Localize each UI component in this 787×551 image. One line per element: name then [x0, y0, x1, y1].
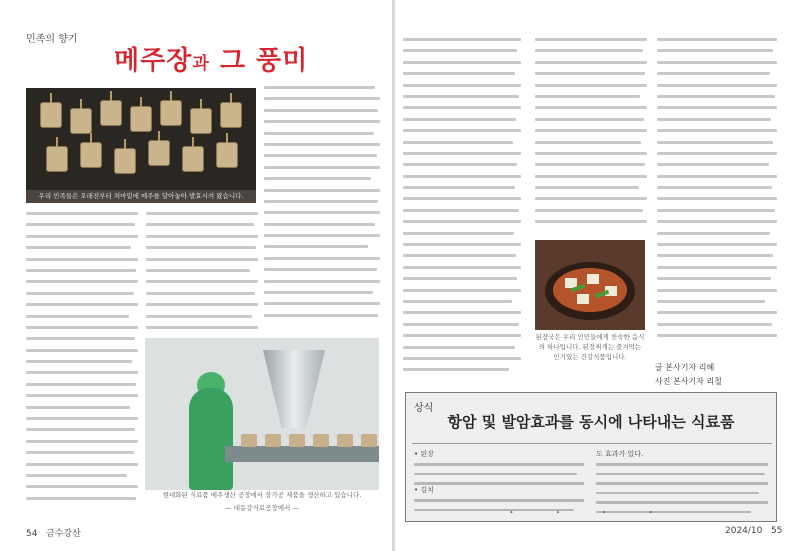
left-page [0, 0, 392, 551]
page-number: 55 [770, 526, 783, 536]
box-item-heading: • 된장 [414, 450, 434, 458]
box-text-column [414, 463, 584, 492]
body-text-column [403, 38, 521, 380]
page-footer-left [26, 526, 81, 539]
article-headline [114, 40, 308, 77]
factory-worker-photo [145, 338, 379, 490]
issue-date: 2024/10 [725, 526, 763, 536]
page-number: 54 [26, 529, 38, 539]
photo-caption-top: 우리 민족들은 오래전부터 처마밑에 메주를 달아놓아 발효시켜 왔습니다. [26, 190, 256, 203]
doenjang-stew-photo [535, 240, 645, 330]
photo-caption-bottom: 현대화된 식료품 메주생산 공장에서 장가공 제품을 생산하고 있습니다. [162, 491, 362, 499]
knowledge-box [405, 392, 777, 522]
box-divider [412, 443, 772, 444]
body-text-column [535, 38, 647, 232]
headline-main: 메주장 [114, 46, 193, 76]
photo-caption-stew: 된장국은 우리 인민들에게 친숙한 음식의 하나입니다. 된장찌개는 즐겨먹는 인기있는 건강식품입니다. [535, 333, 645, 361]
box-tag: 상식 [414, 403, 434, 414]
body-text-column [657, 38, 777, 346]
body-text-column [264, 86, 380, 325]
body-text-column [26, 212, 138, 508]
box-ornament: • • • • [509, 509, 673, 517]
credit-photographer: 사진 본사기자 리철 [655, 377, 722, 386]
box-item-heading: • 김치 [414, 486, 434, 494]
headline-particle: 과 [192, 54, 210, 74]
section-tag: 민족의 향기 [26, 34, 78, 45]
right-page [395, 0, 787, 551]
box-title: 항암 및 발암효과를 동시에 나타내는 식료품 [447, 413, 735, 431]
page-footer-right [725, 526, 782, 536]
body-text-column [146, 212, 258, 337]
box-text-line: 도 효과가 있다. [596, 450, 644, 458]
hanging-meju-photo [26, 88, 256, 190]
credit-writer: 글 본사기자 리혜 [655, 363, 715, 372]
photo-caption-source: — 대동강식료공장에서 — [225, 504, 299, 512]
headline-rest: 그 풍미 [219, 46, 309, 76]
publication-name: 금수강산 [46, 529, 81, 539]
